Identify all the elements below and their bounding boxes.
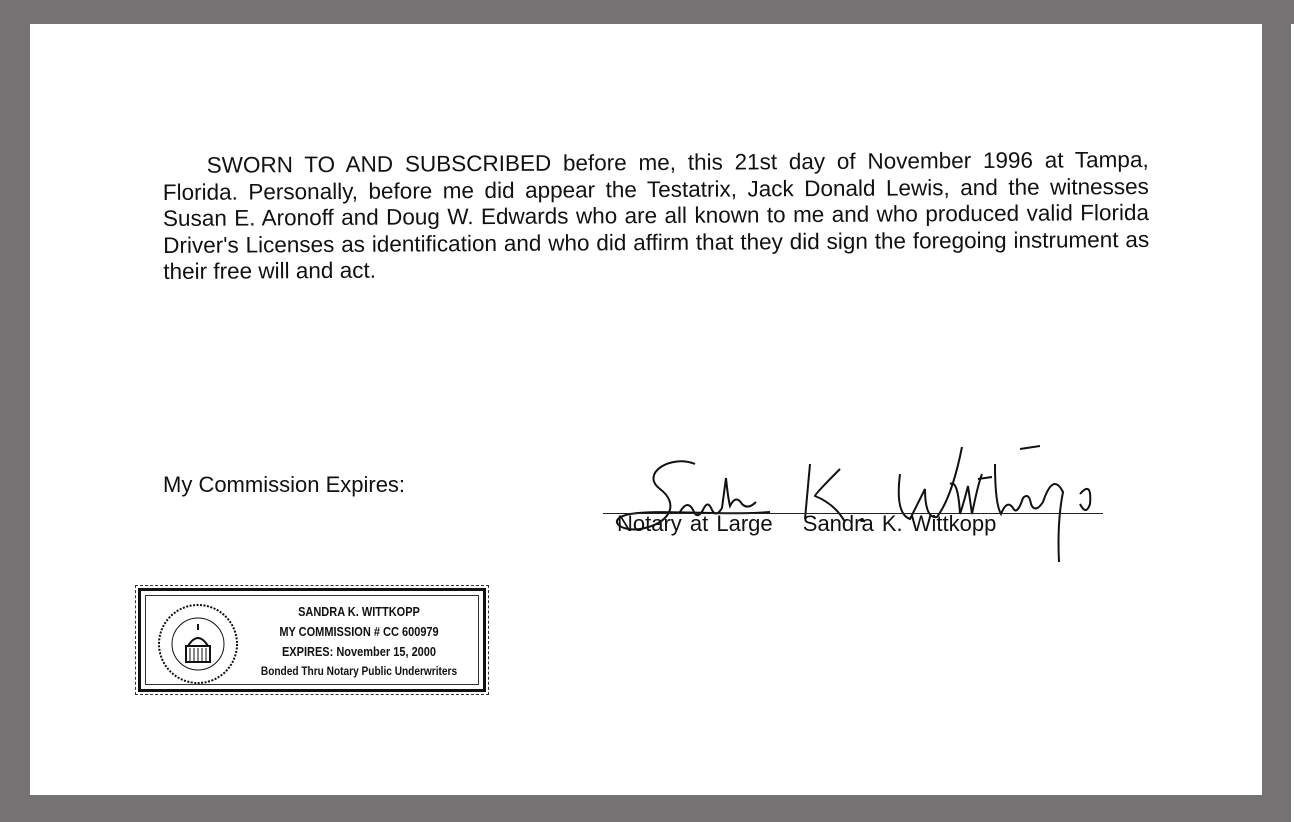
notary-stamp — [138, 588, 486, 692]
stamp-bonded: Bonded Thru Notary Public Underwriters — [260, 666, 458, 678]
handwritten-signature — [600, 434, 1140, 564]
stamp-commission: MY COMMISSION # CC 600979 — [279, 625, 439, 639]
stamp-name: SANDRA K. WITTKOPP — [298, 605, 420, 619]
affidavit-paragraph — [163, 147, 1150, 286]
commission-expires-label: My Commission Expires: — [163, 472, 406, 497]
notary-caption — [617, 511, 996, 537]
paragraph-text: SWORN TO AND SUBSCRIBED before me, this 21st day of November 1996 at Tampa, Florida. Personally, before me did appear the Testatrix, Jack Donald Lewis, and the witnesses Susan E. Aronoff and Doug W. Edwards who are all known to me and who produced valid Florida Driver's Licenses as identification and who did affirm that they did sign the foregoing instrument as their free will and act. — [162, 146, 1150, 285]
stamp-expires: EXPIRES: November 15, 2000 — [281, 645, 437, 659]
notary-title: Notary at Large — [617, 511, 773, 536]
notary-name: Sandra K. Wittkopp — [802, 511, 997, 536]
document-page — [30, 24, 1262, 795]
state-seal-icon — [156, 602, 240, 686]
